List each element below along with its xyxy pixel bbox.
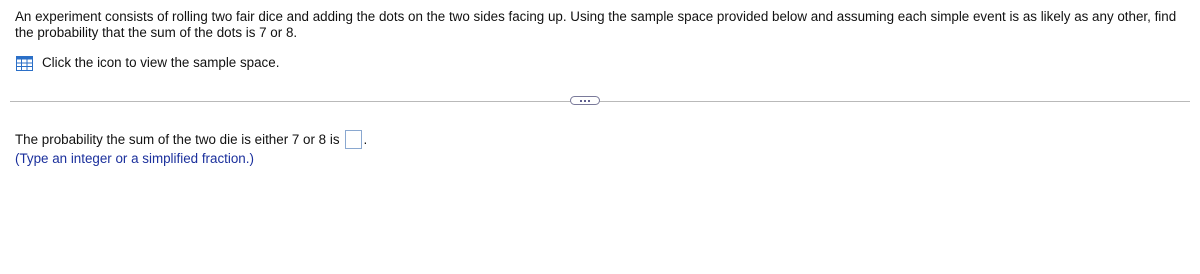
answer-suffix: . xyxy=(363,132,368,147)
sample-space-link[interactable] xyxy=(16,55,279,71)
ellipsis-icon xyxy=(588,100,590,102)
ellipsis-icon xyxy=(580,100,582,102)
answer-hint: (Type an integer or a simplified fraction.) xyxy=(15,151,254,166)
section-divider xyxy=(10,101,1190,102)
more-options-button[interactable] xyxy=(570,96,600,105)
answer-input[interactable] xyxy=(345,130,362,149)
table-icon[interactable] xyxy=(16,56,33,71)
ellipsis-icon xyxy=(584,100,586,102)
question-text: An experiment consists of rolling two fair dice and adding the dots on the two sides facing up. Using the sample space provided below and assuming each simple event is as likely as any other, find the probability that the sum of the dots is 7 or 8. xyxy=(15,9,1177,40)
sample-space-label[interactable]: Click the icon to view the sample space. xyxy=(42,55,280,70)
answer-prompt: The probability the sum of the two die is either 7 or 8 is xyxy=(15,132,340,147)
answer-row xyxy=(15,130,367,149)
